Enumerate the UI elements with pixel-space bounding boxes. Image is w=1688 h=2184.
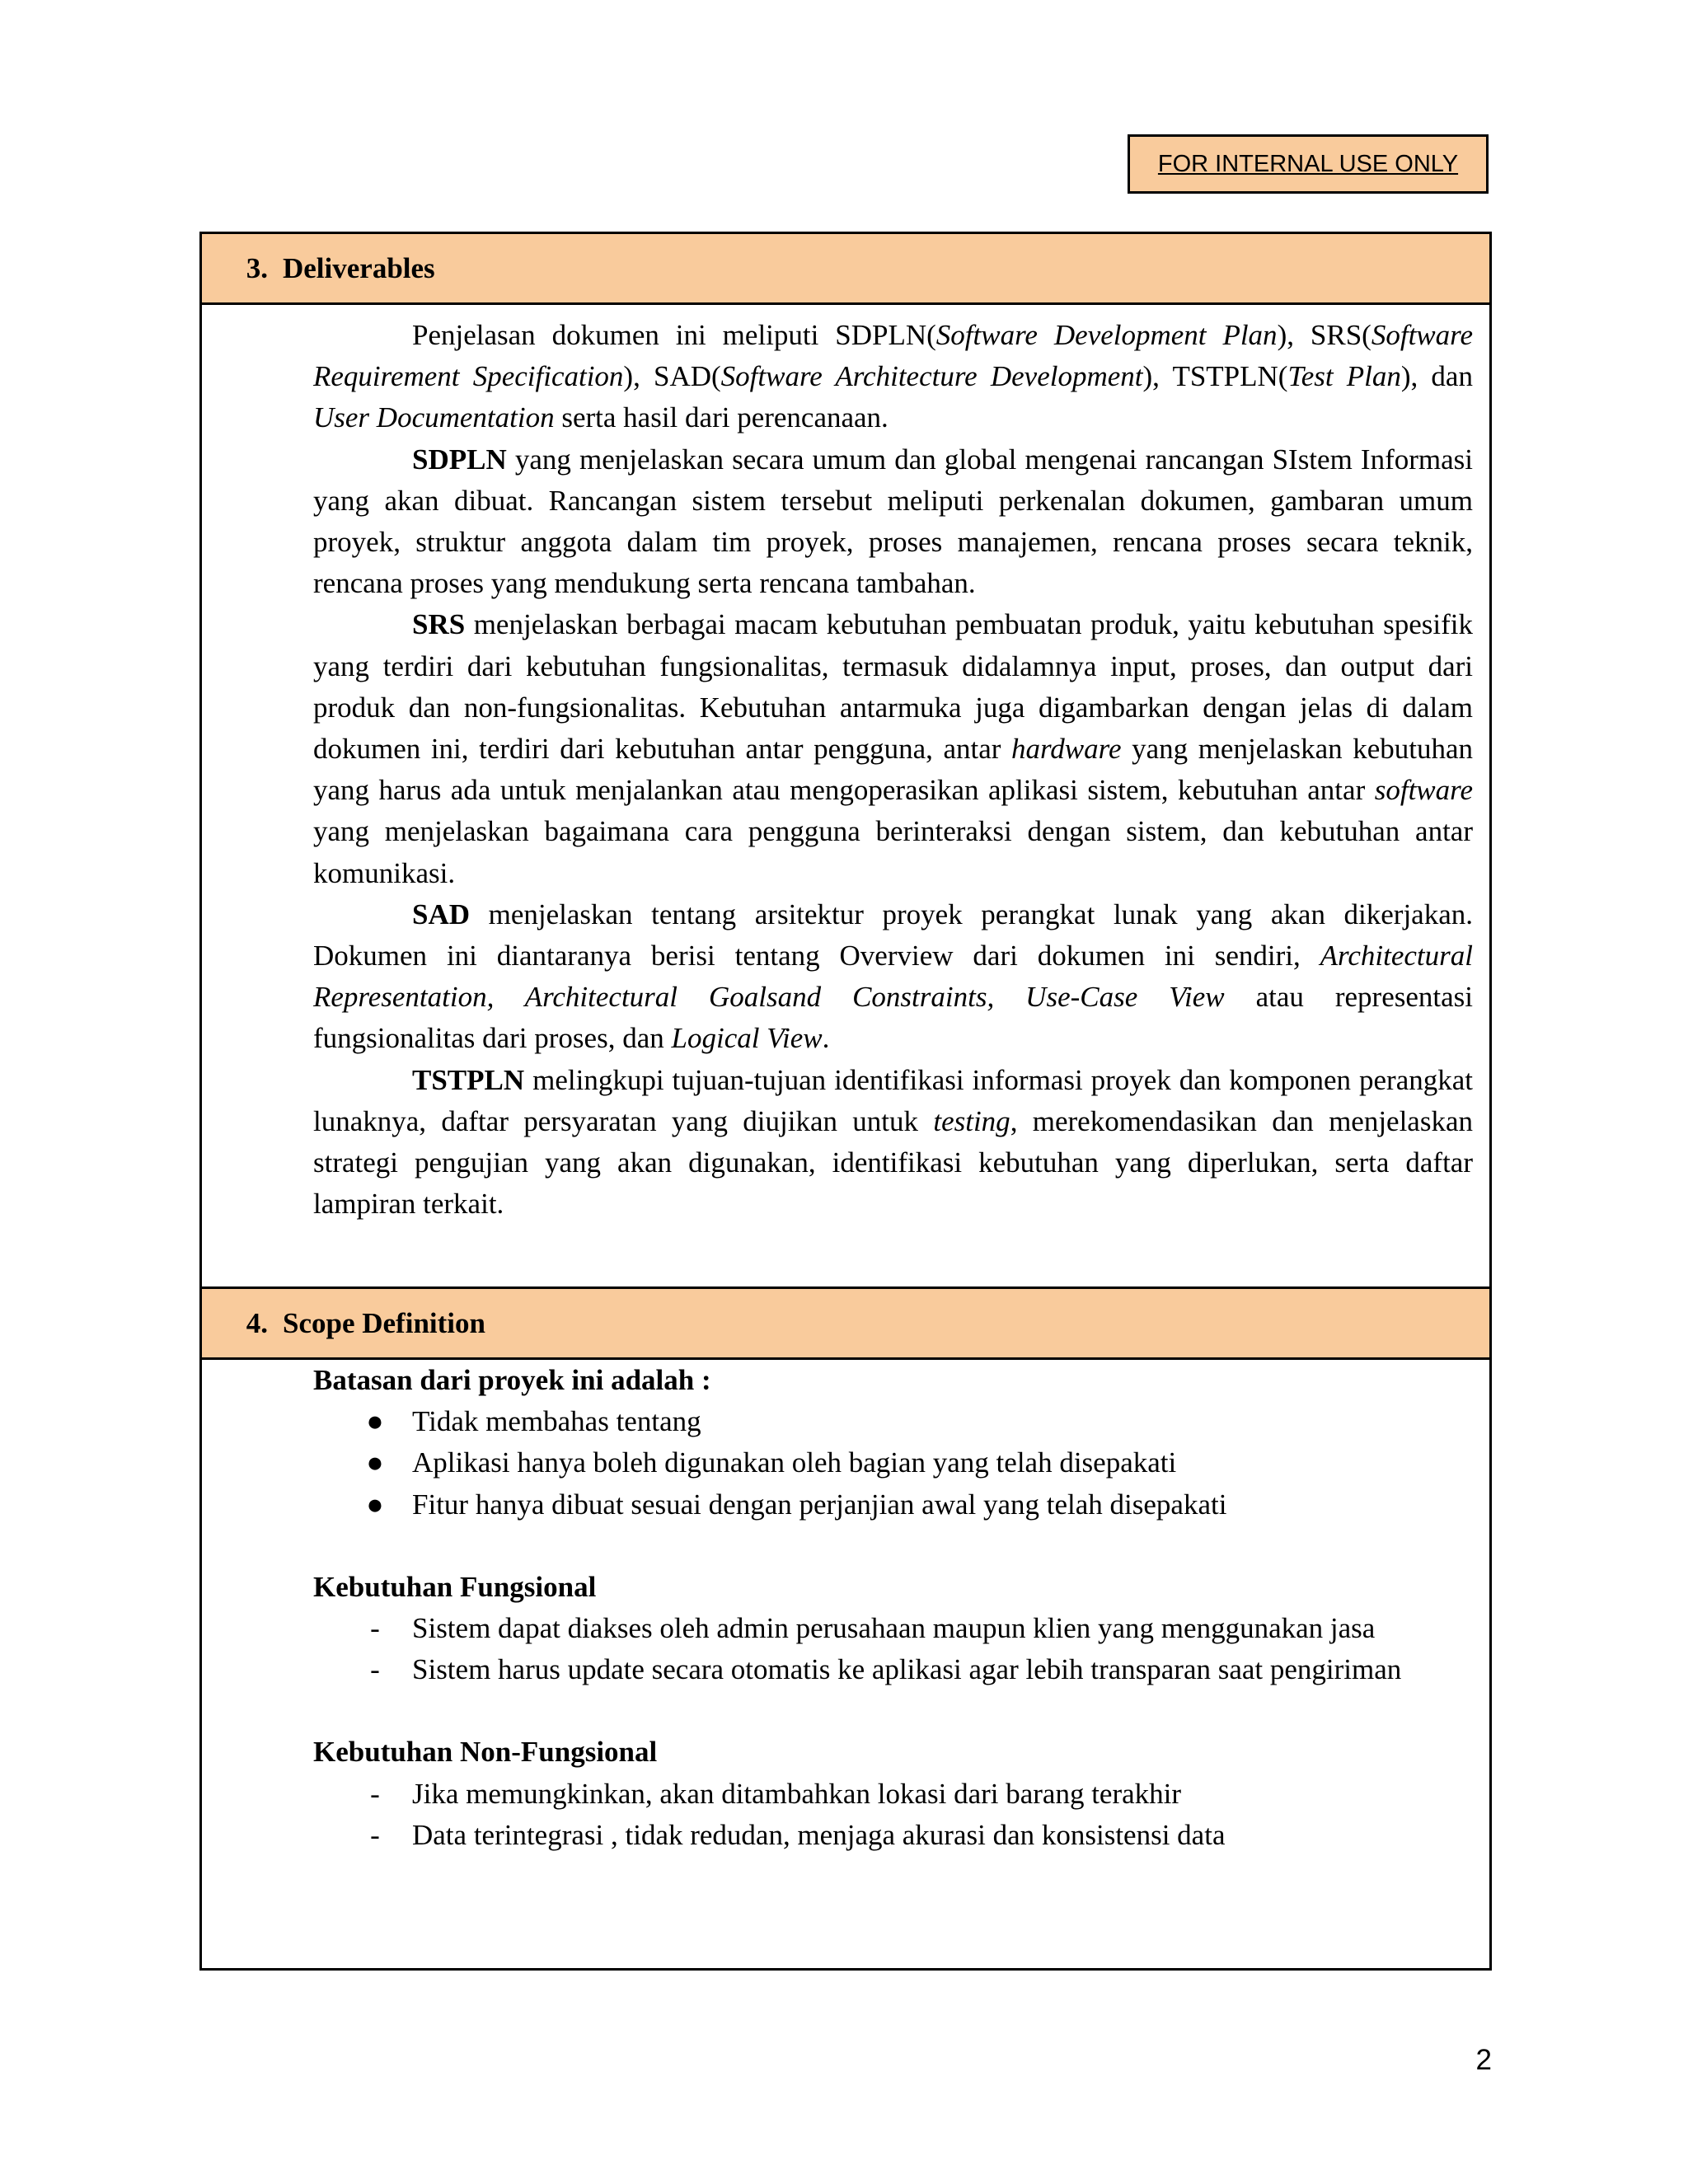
section-deliverables	[199, 232, 1492, 1289]
list-item	[313, 1649, 1473, 1690]
nonfunctional-list	[313, 1774, 1473, 1856]
spacer	[313, 1526, 1473, 1567]
text: atau representasi fungsionalitas dari proses, dan	[313, 981, 1473, 1055]
italic-term: software	[1374, 774, 1473, 807]
text: .	[822, 1022, 830, 1055]
text: ), SAD(	[623, 360, 721, 393]
list-item-text: Tidak membahas tentang	[412, 1405, 701, 1438]
paragraph-sdpln	[313, 439, 1473, 605]
italic-term: Architectural Representation, Architectural Goalsand Constraints, Use-Case View	[313, 940, 1473, 1014]
text: , merekomendasikan dan menjelaskan strategi pengujian yang akan digunakan, identifikasi kebutuhan yang diperlukan, serta daftar lampiran terkait.	[313, 1104, 1473, 1221]
list-item-text: Sistem dapat diakses oleh admin perusahaan maupun klien yang menggunakan jasa	[412, 1612, 1376, 1645]
dash-icon: -	[370, 1818, 380, 1851]
text: yang menjelaskan secara umum dan global mengenai rancangan SIstem Informasi yang akan dibuat. Rancangan sistem tersebut meliputi perkenalan dokumen, gambaran umum proyek, struktur anggota dalam tim proyek, proses manajemen, rencana proses secara teknik, rencana proses yang mendukung serta rencana tambahan.	[313, 443, 1473, 600]
section-number: 3.	[246, 251, 268, 284]
list-item	[313, 1484, 1473, 1526]
italic-term: Software Requirement Specification	[313, 319, 1473, 393]
section-number: 4.	[246, 1306, 268, 1339]
list-item-text: Aplikasi hanya boleh digunakan oleh bagian yang telah disepakati	[412, 1446, 1177, 1479]
section-body	[202, 1360, 1489, 1856]
bullet-icon: ●	[366, 1446, 384, 1479]
section-title: Deliverables	[283, 251, 435, 284]
dash-icon: -	[370, 1777, 380, 1810]
list-item	[313, 1442, 1473, 1483]
italic-term: testing	[933, 1104, 1010, 1137]
paragraph-sad	[313, 894, 1473, 1060]
paragraph-tstpln	[313, 1060, 1473, 1226]
list-item-text: Fitur hanya dibuat sesuai dengan perjanjian awal yang telah disepakati	[412, 1488, 1227, 1521]
dash-icon: -	[370, 1653, 380, 1686]
italic-term: User Documentation	[313, 401, 555, 434]
section-header	[202, 1289, 1489, 1360]
italic-term: Software Architecture Development	[720, 360, 1143, 393]
limits-heading: Batasan dari proyek ini adalah :	[313, 1364, 711, 1396]
functional-heading: Kebutuhan Fungsional	[313, 1570, 597, 1603]
paragraph-intro	[313, 315, 1473, 439]
list-item	[313, 1401, 1473, 1442]
list-item-text: Jika memungkinkan, akan ditambahkan lokasi dari barang terakhir	[412, 1777, 1182, 1810]
internal-use-label: FOR INTERNAL USE ONLY	[1128, 134, 1489, 194]
bold-term: TSTPLN	[412, 1063, 525, 1096]
page-number: 2	[1475, 2044, 1492, 2076]
bullet-icon: ●	[366, 1488, 384, 1521]
dash-icon: -	[370, 1612, 380, 1645]
nonfunctional-heading: Kebutuhan Non-Fungsional	[313, 1736, 658, 1769]
text: ), SRS(	[1277, 319, 1372, 351]
list-item-text: Data terintegrasi , tidak redudan, menjaga akurasi dan konsistensi data	[412, 1818, 1226, 1851]
text: yang menjelaskan bagaimana cara pengguna berinteraksi dengan sistem, dan kebutuhan antar komunikasi.	[313, 815, 1473, 889]
paragraph-srs	[313, 604, 1473, 893]
bold-term: SRS	[412, 608, 466, 641]
list-item	[313, 1815, 1473, 1856]
bold-term: SDPLN	[412, 443, 507, 476]
text: menjelaskan berbagai macam kebutuhan pembuatan produk, yaitu kebutuhan spesifik yang terdiri dari kebutuhan fungsionalitas, termasuk didalamnya input, proses, dan output dari produk dan non-fungsionalitas. Kebutuhan antarmuka juga digambarkan dengan jelas di dalam dokumen ini, terdiri dari kebutuhan antar pengguna, antar	[313, 608, 1473, 766]
italic-term: hardware	[1010, 733, 1122, 766]
text: menjelaskan tentang arsitektur proyek perangkat lunak yang akan dikerjakan. Dokumen ini diantaranya berisi tentang Overview dari dokumen ini sendiri,	[313, 898, 1473, 972]
section-header	[202, 234, 1489, 305]
functional-list	[313, 1608, 1473, 1690]
section-title: Scope Definition	[283, 1306, 485, 1339]
italic-term: Logical View	[671, 1022, 823, 1055]
bold-term: SAD	[412, 898, 471, 930]
list-item	[313, 1774, 1473, 1815]
section-body	[202, 305, 1489, 1225]
limits-list	[313, 1401, 1473, 1526]
text: serta hasil dari perencanaan.	[554, 401, 889, 434]
section-scope-definition	[199, 1286, 1492, 1971]
text: melingkupi tujuan-tujuan identifikasi informasi proyek dan komponen perangkat lunaknya, daftar persyaratan yang diujikan untuk	[313, 1063, 1473, 1137]
bullet-icon: ●	[366, 1405, 384, 1438]
text: ), dan	[1400, 360, 1473, 393]
italic-term: Test Plan	[1287, 360, 1401, 393]
list-item	[313, 1608, 1473, 1649]
text: yang menjelaskan kebutuhan yang harus ada untuk menjalankan atau mengoperasikan aplikasi sistem, kebutuhan antar	[313, 733, 1473, 807]
text: Penjelasan dokumen ini meliputi SDPLN(	[412, 319, 936, 351]
spacer	[313, 1690, 1473, 1732]
list-item-text: Sistem harus update secara otomatis ke aplikasi agar lebih transparan saat pengiriman	[412, 1653, 1402, 1686]
italic-term: Software Development Plan	[935, 319, 1278, 351]
text: ), TSTPLN(	[1142, 360, 1288, 393]
